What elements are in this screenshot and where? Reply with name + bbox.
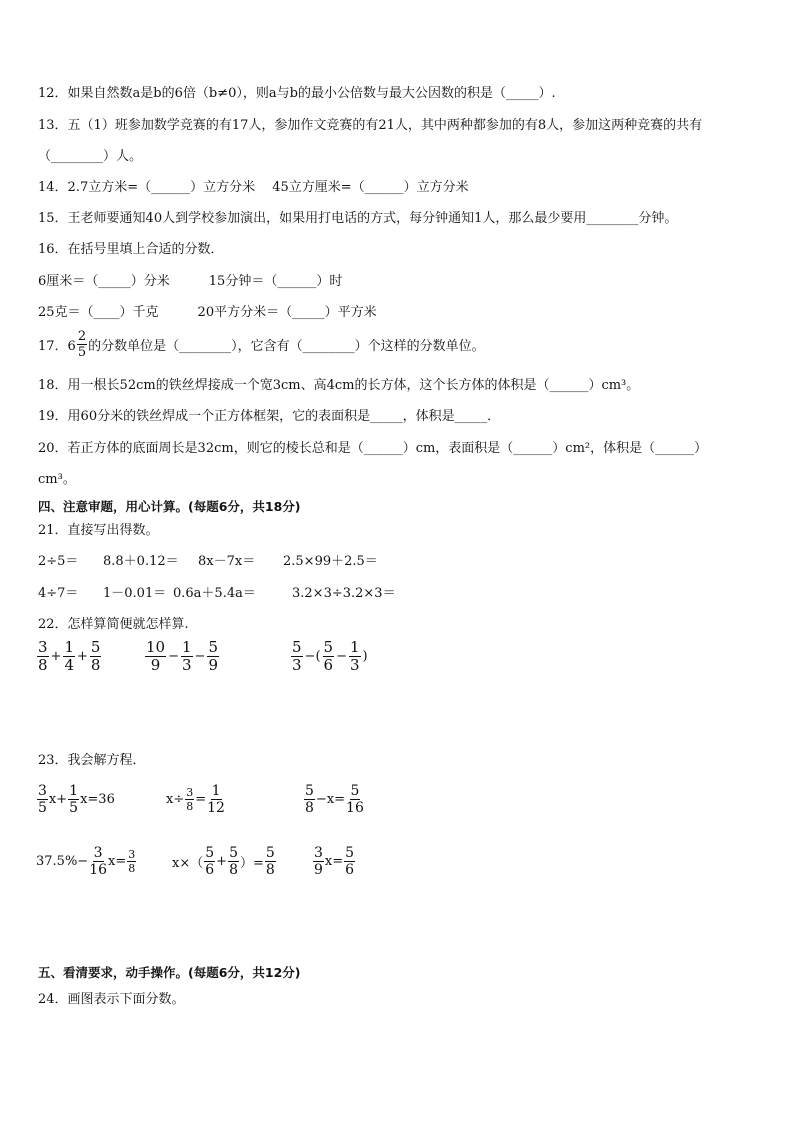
question-19: 19．用60分米的铁丝焊成一个正方体框架，它的表面积是_____，体积是_____．: [38, 409, 501, 424]
equation-text: x=: [108, 854, 127, 869]
fraction: $\frac{10}{9}$: [146, 638, 166, 674]
q21-row2-item1: 4÷7＝: [38, 586, 79, 601]
equation-text: =: [195, 792, 207, 807]
fraction: $\frac{1}{5}$: [69, 783, 79, 816]
question-17: [38, 330, 485, 359]
operator: −: [168, 649, 179, 664]
q23-equation-f: [312, 846, 356, 877]
q23-equation-e: [172, 846, 277, 877]
equation-text: x+: [48, 792, 68, 807]
equation-text: x×（: [172, 856, 204, 871]
q22-expression-1: [36, 640, 102, 673]
question-20-line2: cm³。: [38, 472, 76, 487]
operator: +: [50, 649, 62, 664]
question-21: 21．直接写出得数。: [38, 523, 159, 538]
q17-numerator: 2: [77, 329, 87, 344]
q23-equation-a: [36, 784, 115, 815]
question-16-row2: 25克＝（____）千克 20平方分米＝（_____）平方米: [38, 305, 377, 320]
fraction: $\frac{1}{3}$: [349, 638, 360, 674]
q23-equation-d: [36, 846, 137, 877]
question-13-line2: （________）人。: [38, 149, 143, 164]
q22-expression-3: [290, 640, 369, 673]
question-15: 15．王老师要通知40人到学校参加演出，如果用打电话的方式，每分钟通知1人，那么最少要用________分钟。: [38, 211, 678, 226]
question-22: 22．怎样算简便就怎样算.: [38, 617, 189, 632]
question-14: 14．2.7立方米=（______）立方分米 45立方厘米=（______）立方分米: [38, 180, 469, 195]
question-12: 12．如果自然数a是b的6倍（b≠0），则a与b的最小公倍数与最大公因数的积是（_____）.: [38, 86, 556, 101]
operator: −: [336, 649, 347, 664]
operator: −: [194, 649, 206, 664]
fraction: $\frac{5}{9}$: [208, 638, 218, 674]
q17-text: 的分数单位是（________），它含有（________）个这样的分数单位。: [88, 339, 485, 354]
q21-row2-item2: 1－0.01＝: [103, 586, 167, 601]
fraction: $\frac{1}{12}$: [207, 783, 225, 816]
fraction: $\frac{3}{8}$: [38, 638, 48, 674]
fraction: $\frac{3}{8}$: [128, 848, 136, 875]
question-24: 24．画图表示下面分数。: [38, 992, 185, 1007]
q17-prefix: 17．6: [38, 339, 76, 354]
section-4-heading: 四、注意审题，用心计算。(每题6分，共18分): [38, 499, 301, 514]
fraction: $\frac{5}{8}$: [229, 845, 238, 878]
q17-fraction: [77, 330, 87, 359]
question-16-row1: 6厘米＝（_____）分米 15分钟＝（______）时: [38, 274, 343, 289]
question-16: 16．在括号里填上合适的分数．: [38, 242, 224, 257]
equation-text: ）=: [239, 856, 264, 871]
fraction: $\frac{3}{5}$: [38, 783, 47, 816]
fraction: $\frac{3}{8}$: [186, 786, 194, 813]
q21-row2-item4: 3.2×3÷3.2×3＝: [292, 586, 396, 601]
equation-text: x÷: [166, 792, 185, 807]
fraction: $\frac{3}{9}$: [314, 845, 323, 878]
fraction: $\frac{5}{6}$: [345, 845, 355, 878]
q22-expression-2: [144, 640, 220, 673]
operator: +: [77, 649, 88, 664]
q21-row1-item2: 8.8＋0.12＝: [103, 554, 179, 569]
fraction: $\frac{5}{6}$: [323, 638, 334, 674]
fraction: $\frac{1}{3}$: [182, 638, 192, 674]
fraction: $\frac{5}{6}$: [205, 845, 215, 878]
question-20-line1: 20．若正方体的底面周长是32cm，则它的棱长总和是（______）cm，表面积是（______）cm²，体积是（______）: [38, 441, 708, 456]
fraction: $\frac{5}{3}$: [292, 638, 302, 674]
equation-text: +: [216, 854, 228, 869]
q21-row2-item3: 0.6a＋5.4a＝: [173, 586, 256, 601]
section-5-heading: 五、看清要求，动手操作。(每题6分，共12分): [38, 965, 301, 980]
fraction: $\frac{5}{8}$: [305, 783, 314, 816]
equation-text: 37.5%−: [36, 854, 89, 869]
equation-text: −x=: [315, 792, 346, 807]
q23-equation-b: [166, 784, 226, 815]
equation-text: x=36: [80, 792, 115, 807]
q21-row1-item1: 2÷5＝: [38, 554, 79, 569]
equation-text: x=: [324, 854, 344, 869]
operator: ): [362, 649, 368, 664]
fraction: $\frac{3}{16}$: [89, 845, 108, 878]
fraction: $\frac{5}{8}$: [265, 845, 275, 878]
question-18: 18．用一根长52cm的铁丝焊接成一个宽3cm、高4cm的长方体，这个长方体的体积是（______）cm³。: [38, 378, 640, 393]
q21-row1-item4: 2.5×99＋2.5＝: [283, 554, 378, 569]
question-13-line1: 13．五（1）班参加数学竞赛的有17人，参加作文竞赛的有21人，其中两种都参加的有8人，参加这两种竞赛的共有: [38, 118, 703, 133]
operator: −(: [304, 649, 321, 664]
q23-equation-c: [303, 784, 365, 815]
q17-denominator: 5: [77, 345, 87, 360]
fraction: $\frac{5}{8}$: [90, 638, 101, 674]
fraction: $\frac{1}{4}$: [64, 638, 74, 674]
fraction: $\frac{5}{16}$: [346, 783, 364, 816]
question-23: 23．我会解方程．: [38, 753, 146, 768]
q21-row1-item3: 8x－7x＝: [198, 554, 256, 569]
